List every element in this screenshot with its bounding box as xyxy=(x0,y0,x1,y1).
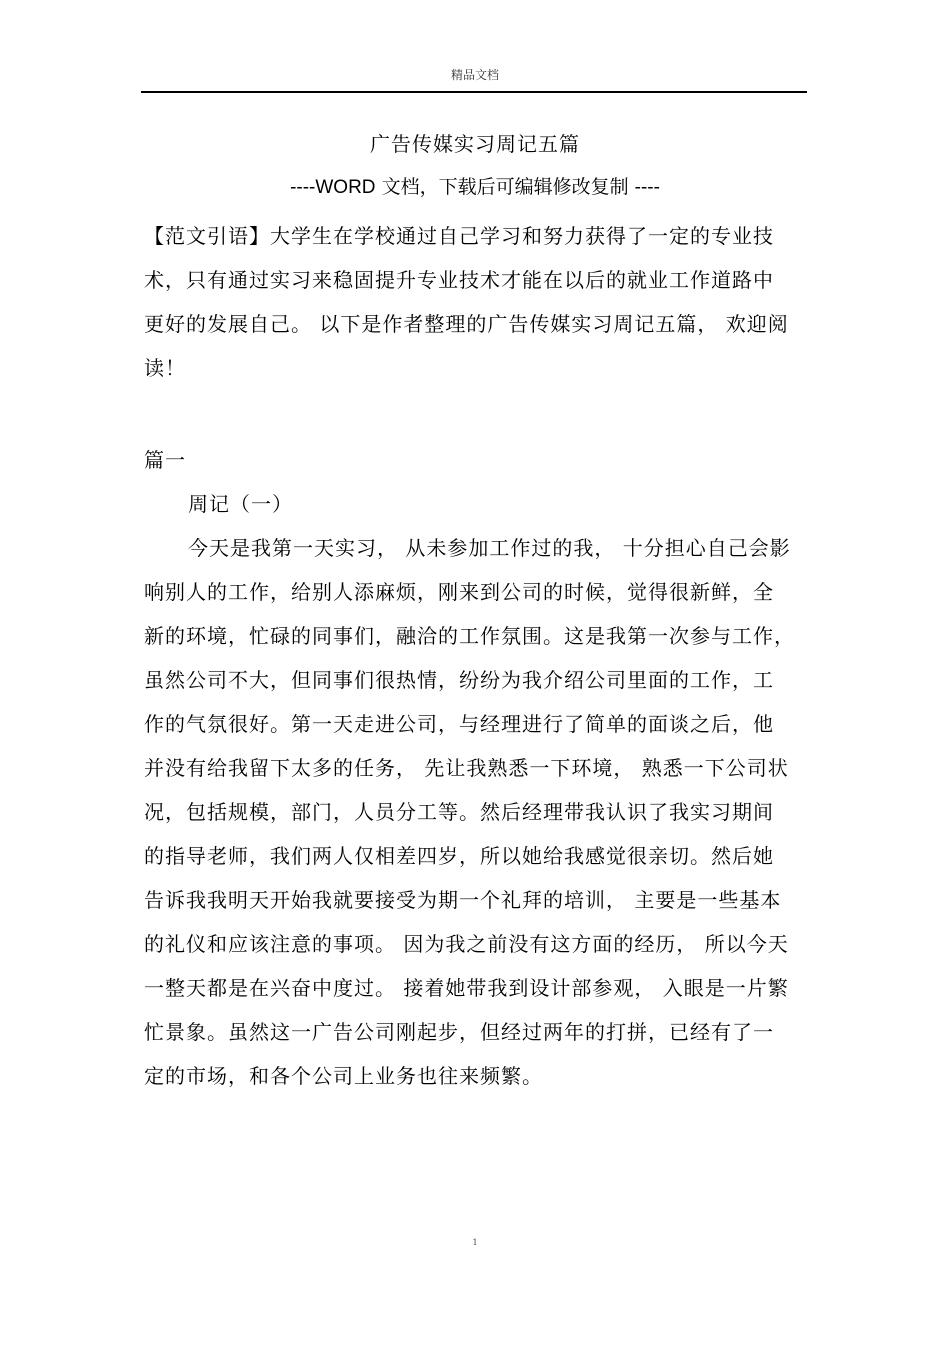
paragraph-line: 忙景象。虽然这一广告公司刚起步，但经过两年的打拼，已经有了一 xyxy=(144,1020,774,1044)
page-number: 1 xyxy=(472,1238,478,1247)
intro-line: 读！ xyxy=(144,356,186,380)
paragraph-line: 况，包括规模，部门，人员分工等。然后经理带我认识了我实习期间 xyxy=(144,800,774,824)
subtitle-suffix: ---- xyxy=(634,177,660,198)
paragraph-line: 今天是我第一天实习， 从未参加工作过的我， 十分担心自己会影 xyxy=(188,536,791,560)
section-heading-block xyxy=(144,438,808,482)
subtitle-prefix: ----WORD xyxy=(290,177,376,198)
document-subtitle xyxy=(0,172,950,199)
paragraph-line: 作的气氛很好。第一天走进公司，与经理进行了简单的面谈之后，他 xyxy=(144,712,774,736)
paragraph-line: 新的环境，忙碌的同事们，融洽的工作氛围。这是我第一次参与工作， xyxy=(144,624,795,648)
paragraph-line: 并没有给我留下太多的任务， 先让我熟悉一下环境， 熟悉一下公司状 xyxy=(144,756,789,780)
header-divider xyxy=(141,91,807,93)
week-heading: 周记（一） xyxy=(188,492,293,516)
intro-line: 术，只有通过实习来稳固提升专业技术才能在以后的就业工作道路中 xyxy=(144,268,774,292)
page-header: 精品文档 xyxy=(450,68,499,82)
paragraph-line: 一整天都是在兴奋中度过。 接着她带我到设计部参观， 入眼是一片繁 xyxy=(144,976,789,1000)
weekly-entry xyxy=(144,482,808,1098)
paragraph-line: 告诉我我明天开始我就要接受为期一个礼拜的培训， 主要是一些基本 xyxy=(144,888,782,912)
paragraph-line: 的指导老师，我们两人仅相差四岁，所以她给我感觉很亲切。然后她 xyxy=(144,844,774,868)
intro-line: 更好的发展自己。 以下是作者整理的广告传媒实习周记五篇， 欢迎阅 xyxy=(144,312,789,336)
paragraph-line: 响别人的工作，给别人添麻烦，刚来到公司的时候，觉得很新鲜，全 xyxy=(144,580,774,604)
paragraph-line: 的礼仪和应该注意的事项。 因为我之前没有这方面的经历， 所以今天 xyxy=(144,932,789,956)
paragraph-line: 虽然公司不大，但同事们很热情，纷纷为我介绍公司里面的工作，工 xyxy=(144,668,774,692)
subtitle-middle: 文档，下载后可编辑修改复制 xyxy=(375,176,635,198)
intro-line: 【范文引语】大学生在学校通过自己学习和努力获得了一定的专业技 xyxy=(144,224,774,248)
section-heading: 篇一 xyxy=(144,448,186,472)
document-title: 广告传媒实习周记五篇 xyxy=(370,132,580,156)
intro-paragraph xyxy=(144,214,808,390)
paragraph-line: 定的市场，和各个公司上业务也往来频繁。 xyxy=(144,1064,543,1088)
